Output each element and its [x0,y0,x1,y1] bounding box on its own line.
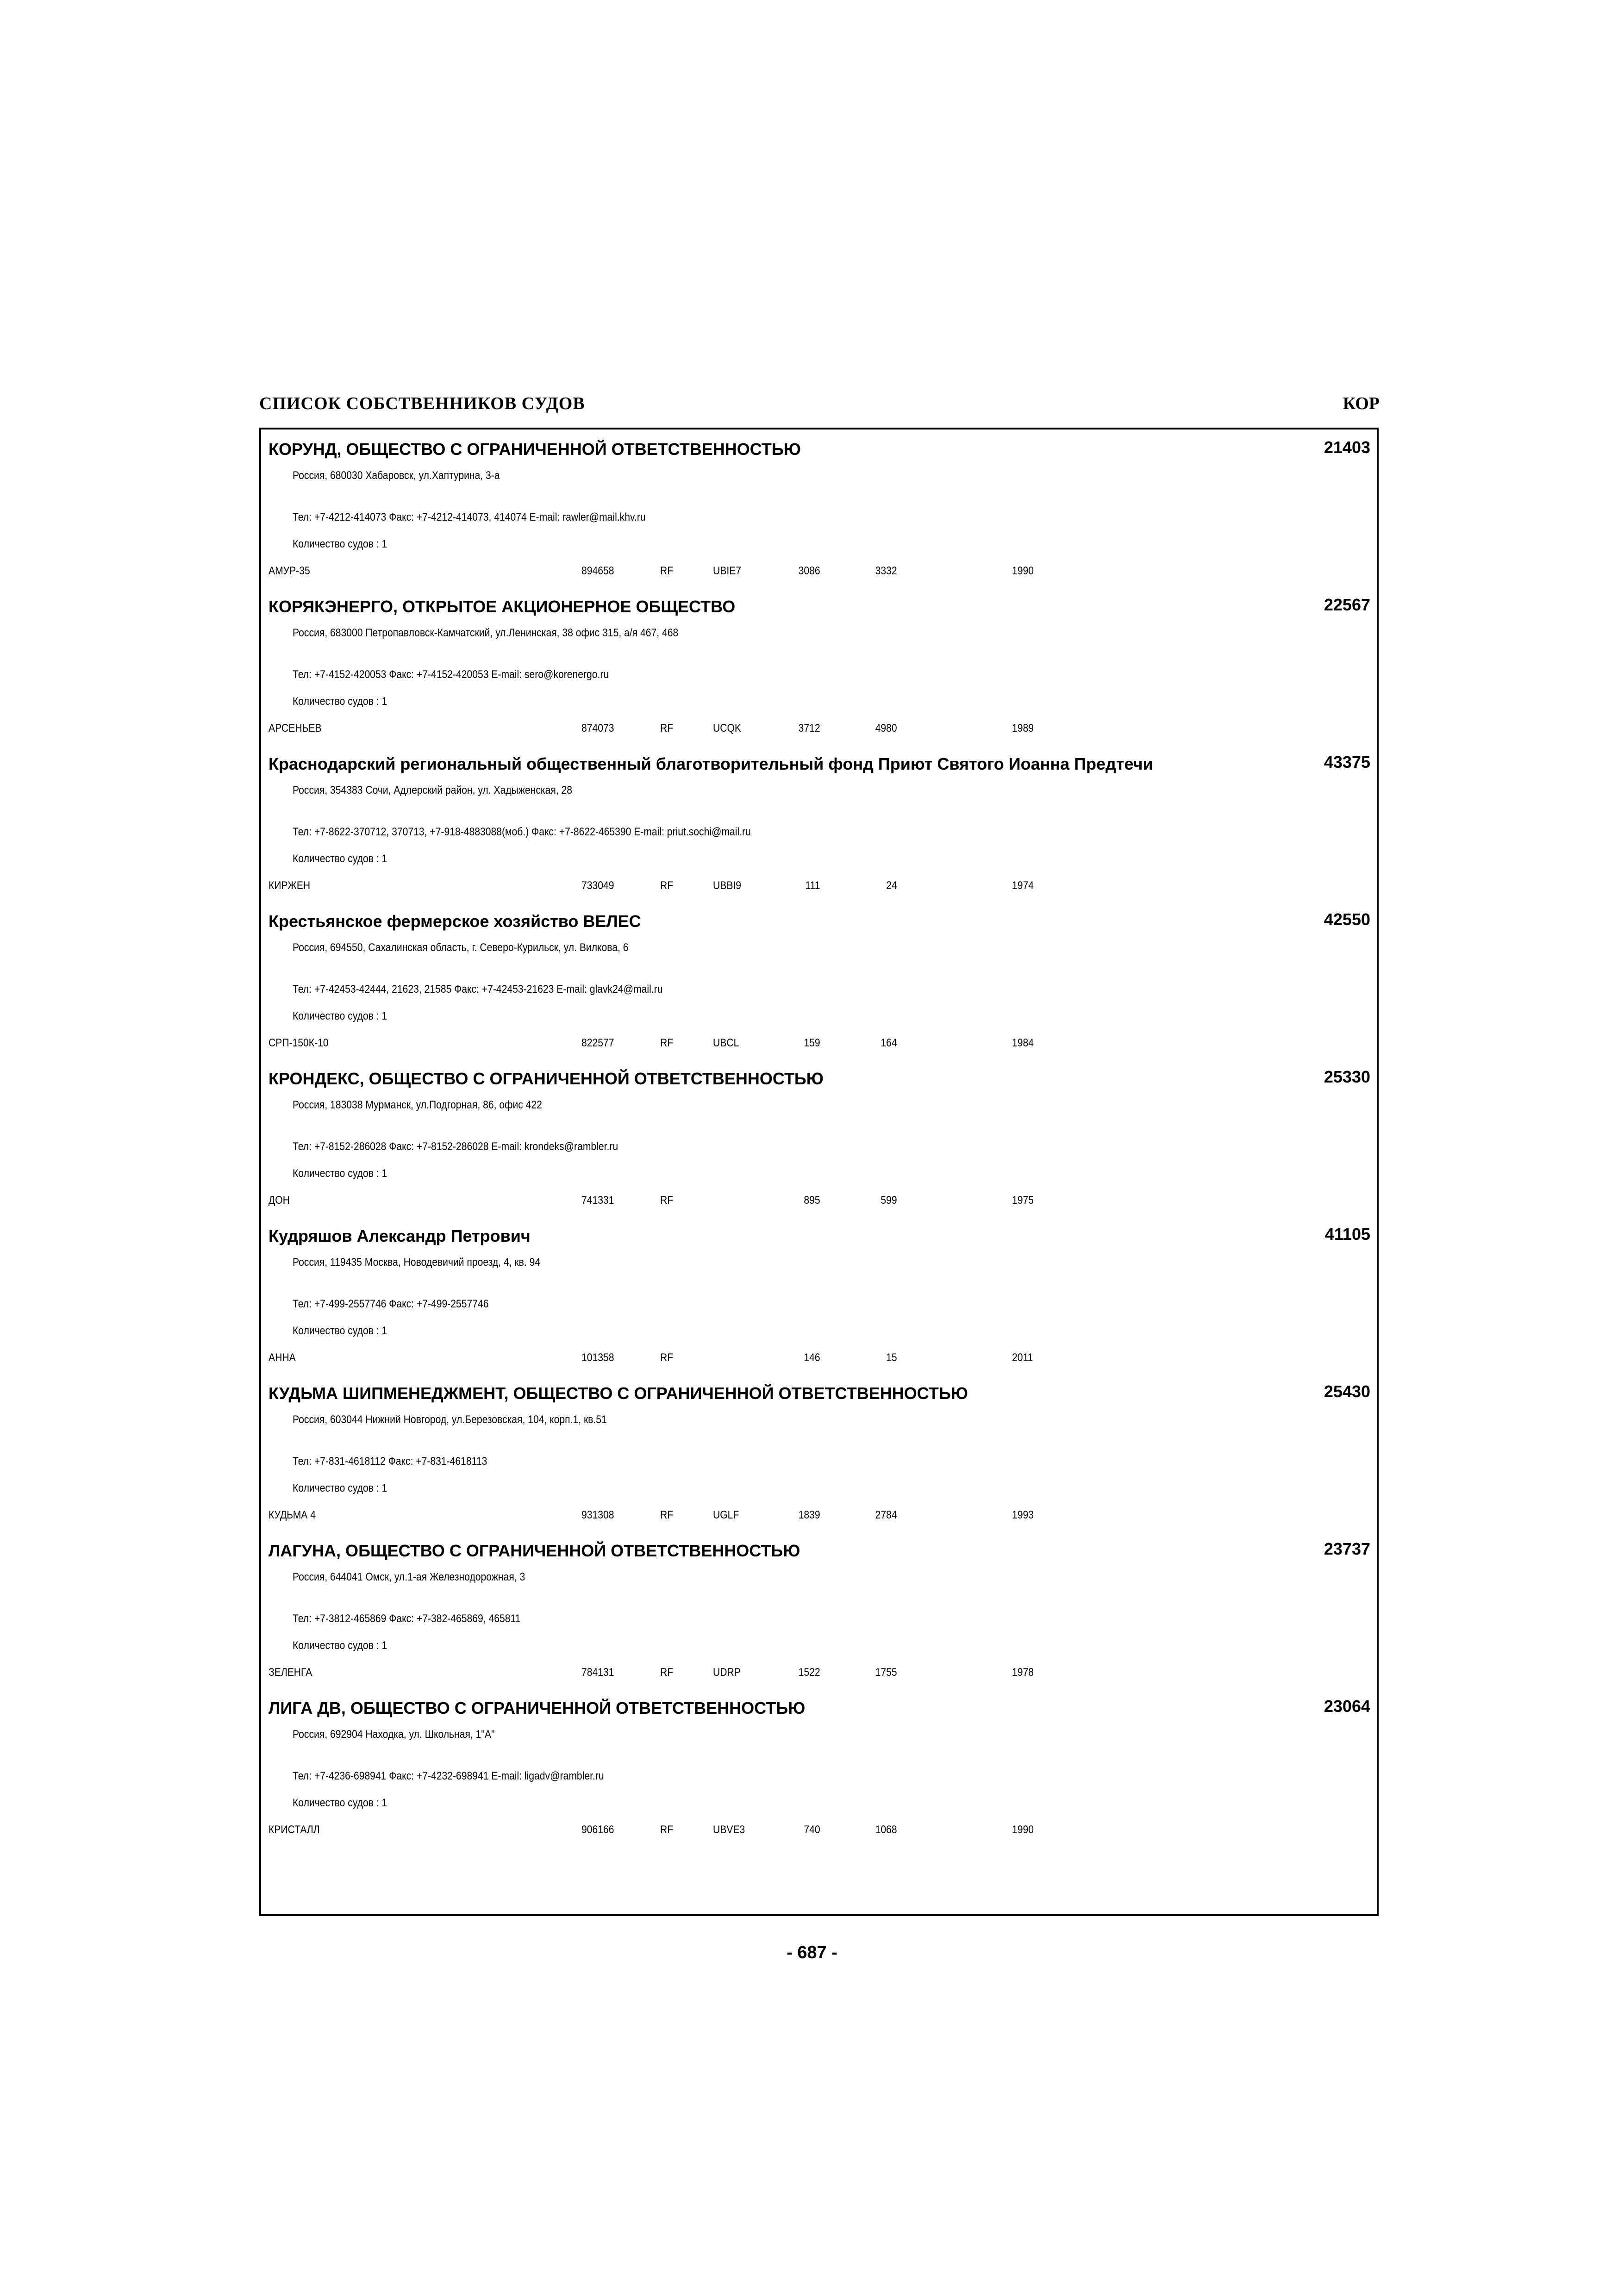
vessel-deadweight: 15 [886,1351,897,1364]
owner-entry [269,1216,1370,1374]
vessel-count: Количество судов : 1 [293,852,387,865]
owner-address: Россия, 644041 Омск, ул.1-ая Железнодорожная, 3 [293,1571,525,1583]
vessel-build-year: 1990 [1012,1823,1034,1836]
page-header [259,393,1380,421]
vessel-count: Количество судов : 1 [293,1325,387,1337]
vessel-flag: RF [660,1037,674,1049]
vessel-reg-number: 741331 [581,1194,614,1207]
vessel-count: Количество судов : 1 [293,1010,387,1022]
vessel-row [269,1823,1370,1840]
owner-contacts: Тел: +7-4152-420053 Факс: +7-4152-420053 E-mail: sero@korenergo.ru [293,668,609,681]
vessel-gross-tonnage: 146 [804,1351,820,1364]
owner-id: 23064 [1324,1697,1370,1716]
vessel-deadweight: 2784 [875,1509,897,1521]
vessel-count: Количество судов : 1 [293,695,387,708]
owner-name: КУДЬМА ШИПМЕНЕДЖМЕНТ, ОБЩЕСТВО С ОГРАНИЧЕННОЙ ОТВЕТСТВЕННОСТЬЮ [269,1384,968,1403]
vessel-count: Количество судов : 1 [293,1167,387,1180]
owner-contacts: Тел: +7-499-2557746 Факс: +7-499-2557746 [293,1298,489,1310]
owner-entry [269,587,1370,744]
section-code: КОР [1343,394,1380,413]
vessel-gross-tonnage: 1522 [798,1666,820,1679]
vessel-flag: RF [660,1194,674,1207]
owner-address: Россия, 694550, Сахалинская область, г. Северо-Курильск, ул. Вилкова, 6 [293,941,629,954]
vessel-gross-tonnage: 740 [804,1823,820,1836]
vessel-name: ДОН [269,1194,290,1207]
owner-address: Россия, 692904 Находка, ул. Школьная, 1"А" [293,1728,495,1741]
owner-address: Россия, 680030 Хабаровск, ул.Хаптурина, 3-а [293,469,500,482]
owner-name: Крестьянское фермерское хозяйство ВЕЛЕС [269,912,641,931]
owner-contacts: Тел: +7-8152-286028 Факс: +7-8152-286028 E-mail: krondeks@rambler.ru [293,1140,618,1153]
owner-name: КРОНДЕКС, ОБЩЕСТВО С ОГРАНИЧЕННОЙ ОТВЕТСТВЕННОСТЬЮ [269,1069,824,1088]
vessel-row [269,722,1370,739]
owner-id: 25330 [1324,1067,1370,1086]
vessel-row [269,1509,1370,1525]
vessel-reg-number: 784131 [581,1666,614,1679]
vessel-flag: RF [660,565,674,577]
owner-name: ЛАГУНА, ОБЩЕСТВО С ОГРАНИЧЕННОЙ ОТВЕТСТВЕННОСТЬЮ [269,1541,800,1560]
vessel-row [269,1666,1370,1683]
vessel-gross-tonnage: 1839 [798,1509,820,1521]
vessel-reg-number: 906166 [581,1823,614,1836]
vessel-row [269,1037,1370,1053]
vessel-build-year: 1975 [1012,1194,1034,1207]
vessel-deadweight: 1068 [875,1823,897,1836]
vessel-build-year: 1974 [1012,879,1034,892]
vessel-reg-number: 894658 [581,565,614,577]
vessel-reg-number: 733049 [581,879,614,892]
vessel-reg-number: 101358 [581,1351,614,1364]
vessel-reg-number: 822577 [581,1037,614,1049]
vessel-deadweight: 4980 [875,722,897,734]
vessel-deadweight: 3332 [875,565,897,577]
owner-id: 25430 [1324,1382,1370,1401]
vessel-flag: RF [660,1509,674,1521]
owner-entry [269,1374,1370,1531]
vessel-row [269,879,1370,896]
vessel-deadweight: 24 [886,879,897,892]
vessel-gross-tonnage: 111 [805,879,820,892]
owner-id: 42550 [1324,910,1370,929]
owner-name: Кудряшов Александр Петрович [269,1226,531,1245]
page-number: - 687 - [787,1943,837,1962]
owner-entry [269,1059,1370,1216]
vessel-deadweight: 599 [881,1194,897,1207]
owner-id: 23737 [1324,1539,1370,1558]
vessel-name: КИРЖЕН [269,879,311,892]
vessel-count: Количество судов : 1 [293,1482,387,1494]
owner-contacts: Тел: +7-4236-698941 Факс: +7-4232-698941 E-mail: ligadv@rambler.ru [293,1770,604,1782]
vessel-call-sign: UBBI9 [713,879,742,892]
owner-contacts: Тел: +7-4212-414073 Факс: +7-4212-414073, 414074 E-mail: rawler@mail.khv.ru [293,511,646,523]
vessel-gross-tonnage: 159 [804,1037,820,1049]
vessel-flag: RF [660,1666,674,1679]
vessel-flag: RF [660,722,674,734]
owner-entry [269,1531,1370,1688]
vessel-name: АМУР-35 [269,565,310,577]
vessel-row [269,1351,1370,1368]
owner-address: Россия, 603044 Нижний Новгород, ул.Березовская, 104, корп.1, кв.51 [293,1413,607,1426]
owner-address: Россия, 354383 Сочи, Адлерский район, ул. Хадыженская, 28 [293,784,573,796]
vessel-gross-tonnage: 3712 [798,722,820,734]
owner-address: Россия, 183038 Мурманск, ул.Подгорная, 86, офис 422 [293,1099,542,1111]
owner-contacts: Тел: +7-831-4618112 Факс: +7-831-4618113 [293,1455,487,1468]
vessel-call-sign: UCQK [713,722,742,734]
vessel-deadweight: 1755 [875,1666,897,1679]
vessel-build-year: 1989 [1012,722,1034,734]
owner-name: КОРУНД, ОБЩЕСТВО С ОГРАНИЧЕННОЙ ОТВЕТСТВЕННОСТЬЮ [269,440,801,459]
owner-address: Россия, 119435 Москва, Новодевичий проезд, 4, кв. 94 [293,1256,541,1269]
owner-contacts: Тел: +7-42453-42444, 21623, 21585 Факс: +7-42453-21623 E-mail: glavk24@mail.ru [293,983,663,996]
owner-id: 21403 [1324,438,1370,457]
vessel-flag: RF [660,1823,674,1836]
vessel-call-sign: UGLF [713,1509,739,1521]
page-title: СПИСОК СОБСТВЕННИКОВ СУДОВ [259,394,585,413]
owner-name: Краснодарский региональный общественный благотворительный фонд Приют Святого Иоанна Предтечи [269,754,1153,773]
vessel-build-year: 1990 [1012,565,1034,577]
vessel-reg-number: 874073 [581,722,614,734]
vessel-flag: RF [660,879,674,892]
vessel-flag: RF [660,1351,674,1364]
vessel-build-year: 2011 [1012,1351,1033,1364]
vessel-call-sign: UBVE3 [713,1823,745,1836]
vessel-call-sign: UBCL [713,1037,739,1049]
vessel-call-sign: UDRP [713,1666,741,1679]
vessel-build-year: 1984 [1012,1037,1034,1049]
owners-list-frame [259,428,1379,1916]
vessel-name: КРИСТАЛЛ [269,1823,320,1836]
vessel-reg-number: 931308 [581,1509,614,1521]
owner-entry [269,429,1370,587]
owner-entry [269,902,1370,1059]
owner-id: 22567 [1324,595,1370,614]
vessel-name: АННА [269,1351,296,1364]
owner-id: 41105 [1324,1225,1370,1244]
owner-name: КОРЯКЭНЕРГО, ОТКРЫТОЕ АКЦИОНЕРНОЕ ОБЩЕСТВО [269,597,736,616]
vessel-row [269,1194,1370,1211]
vessel-gross-tonnage: 3086 [798,565,820,577]
vessel-count: Количество судов : 1 [293,1797,387,1809]
owner-contacts: Тел: +7-8622-370712, 370713, +7-918-4883088(моб.) Факс: +7-8622-465390 E-mail: priut.sochi@mail.ru [293,826,751,838]
vessel-build-year: 1993 [1012,1509,1034,1521]
owner-address: Россия, 683000 Петропавловск-Камчатский, ул.Ленинская, 38 офис 315, а/я 467, 468 [293,627,679,639]
vessel-name: СРП-150К-10 [269,1037,329,1049]
owner-name: ЛИГА ДВ, ОБЩЕСТВО С ОГРАНИЧЕННОЙ ОТВЕТСТВЕННОСТЬЮ [269,1699,806,1717]
vessel-name: ЗЕЛЕНГА [269,1666,312,1679]
vessel-deadweight: 164 [881,1037,897,1049]
owner-entry [269,1688,1370,1846]
vessel-name: АРСЕНЬЕВ [269,722,322,734]
owner-contacts: Тел: +7-3812-465869 Факс: +7-382-465869, 465811 [293,1612,521,1625]
owner-entry [269,744,1370,902]
vessel-name: КУДЬМА 4 [269,1509,316,1521]
vessel-build-year: 1978 [1012,1666,1034,1679]
owner-id: 43375 [1324,753,1370,772]
vessel-gross-tonnage: 895 [804,1194,820,1207]
vessel-call-sign: UBIE7 [713,565,742,577]
vessel-count: Количество судов : 1 [293,538,387,550]
vessel-count: Количество судов : 1 [293,1639,387,1652]
vessel-row [269,565,1370,581]
